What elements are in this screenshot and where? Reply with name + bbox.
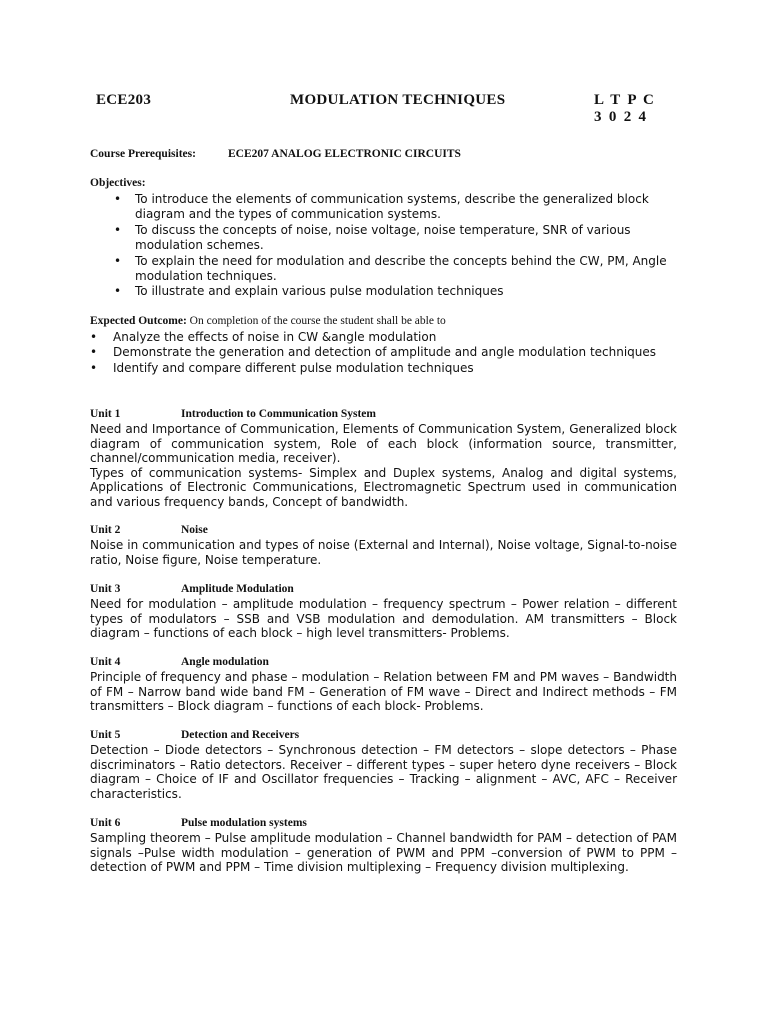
ltpc-block (594, 92, 654, 126)
bullet-icon: • (114, 192, 122, 206)
objectives-list (112, 192, 677, 300)
objective-item: • To illustrate and explain various pulse modulation techniques (114, 284, 504, 299)
prerequisites-label: Course Prerequisites: (90, 148, 196, 160)
ltpc-labels: L T P C (594, 92, 655, 108)
unit-title: Amplitude Modulation (181, 583, 294, 595)
unit-paragraph: Principle of frequency and phase – modulation – Relation between FM and PM waves – Bandwidth of FM – Narrow band wide band FM – Generation of FM wave – Direct and Indirect methods – FM transmitters – Block diagram – functions of each block- Problems. (90, 670, 677, 714)
objectives-heading: Objectives: (90, 177, 146, 189)
unit-5 (90, 728, 677, 801)
ltpc-values: 3 0 2 4 (594, 109, 647, 125)
unit-heading (90, 728, 677, 743)
unit-1 (90, 407, 677, 510)
unit-heading (90, 523, 677, 538)
unit-title: Angle modulation (181, 656, 269, 668)
unit-number: Unit 2 (90, 524, 121, 536)
course-title: MODULATION TECHNIQUES (290, 92, 506, 108)
objective-item: • To discuss the concepts of noise, noise voltage, noise temperature, SNR of various modulation schemes. (114, 222, 631, 253)
unit-heading (90, 816, 677, 831)
unit-number: Unit 3 (90, 583, 121, 595)
unit-number: Unit 6 (90, 817, 121, 829)
unit-paragraph: Need for modulation – amplitude modulation – frequency spectrum – Power relation – different types of modulators – SSB and VSB modulation and demodulation. AM transmitters – Block diagram – functions of each block – high level transmitters- Problems. (90, 597, 677, 641)
unit-title: Introduction to Communication System (181, 408, 376, 420)
bullet-icon: • (90, 345, 98, 360)
objective-item: • To introduce the elements of communication systems, describe the generalized block diagram and the types of communication systems. (114, 192, 649, 222)
outcome-item: • Demonstrate the generation and detection of amplitude and angle modulation techniques (90, 345, 657, 360)
unit-heading (90, 582, 677, 597)
objective-item: • To explain the need for modulation and describe the concepts behind the CW, PM, Angle modulation techniques. (114, 253, 667, 284)
unit-number: Unit 1 (90, 408, 121, 420)
unit-3 (90, 582, 677, 641)
expected-outcome-intro: On completion of the course the student shall be able to (189, 315, 446, 327)
course-code: ECE203 (96, 92, 152, 108)
bullet-icon: • (90, 330, 98, 344)
unit-paragraph: Need and Importance of Communication, Elements of Communication System, Generalized block diagram of communication system, Role of each block (information source, transmitter, channel/communication media, receiver). (90, 422, 677, 466)
bullet-icon: • (90, 360, 98, 375)
unit-title: Detection and Receivers (181, 729, 300, 741)
course-header (96, 92, 656, 132)
expected-outcome-list (90, 330, 677, 376)
unit-4 (90, 655, 677, 714)
bullet-icon: • (114, 222, 122, 237)
expected-outcome-label: Expected Outcome: (90, 315, 187, 327)
unit-number: Unit 4 (90, 656, 121, 668)
unit-number: Unit 5 (90, 729, 121, 741)
expected-outcome (90, 315, 680, 327)
unit-heading (90, 655, 677, 670)
unit-paragraph: Sampling theorem – Pulse amplitude modulation – Channel bandwidth for PAM – detection of PAM signals –Pulse width modulation – generation of PWM and PPM –conversion of PWM to PPM – detection of PWM and PPM – Time division multiplexing – Frequency division multiplexing. (90, 831, 677, 875)
course-prerequisites (90, 148, 461, 160)
unit-paragraph: Detection – Diode detectors – Synchronous detection – FM detectors – slope detectors – Phase discriminators – Ratio detectors. Receiver – different types – super hetero dyne receivers – Block diagram – Choice of IF and Oscillator frequencies – Tracking – alignment – AVC, AFC – Receiver characteristics. (90, 743, 677, 801)
unit-title: Noise (181, 524, 208, 536)
outcome-item: • Analyze the effects of noise in CW &angle modulation (90, 330, 437, 344)
bullet-icon: • (114, 253, 122, 268)
bullet-icon: • (114, 284, 122, 299)
unit-title: Pulse modulation systems (181, 817, 307, 829)
unit-heading (90, 407, 677, 422)
prerequisites-value: ECE207 ANALOG ELECTRONIC CIRCUITS (228, 148, 461, 160)
outcome-item: • Identify and compare different pulse modulation techniques (90, 360, 474, 375)
unit-2 (90, 523, 677, 567)
unit-paragraph: Types of communication systems- Simplex and Duplex systems, Analog and digital systems, Applications of Electronic Communications, Electromagnetic Spectrum used in communication and various frequency bands, Concept of bandwidth. (90, 465, 677, 509)
unit-paragraph: Noise in communication and types of noise (External and Internal), Noise voltage, Signal-to-noise ratio, Noise figure, Noise temperature. (90, 538, 677, 567)
unit-6 (90, 816, 677, 875)
